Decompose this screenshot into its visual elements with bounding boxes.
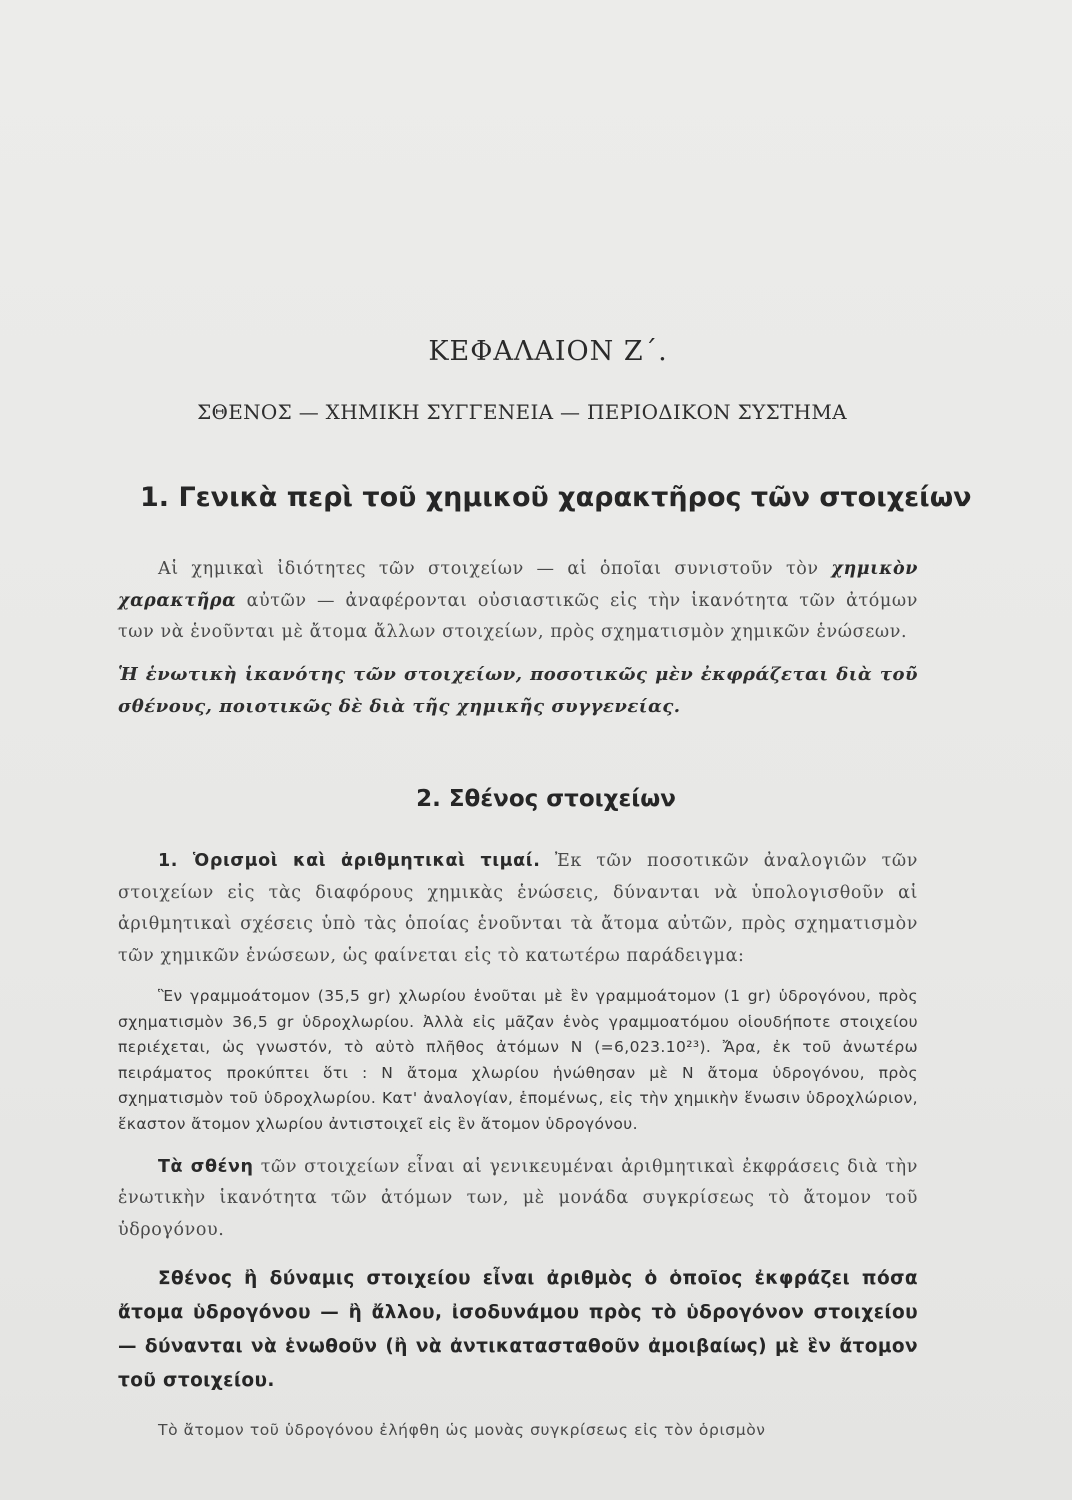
paragraph-text: Αἱ χημικαὶ ἰδιότητες τῶν στοιχείων — αἱ ὁποῖαι συνιστοῦν τὸν (158, 559, 819, 579)
section-2-heading: 2. Σθένος στοιχείων (416, 786, 676, 812)
chapter-subtitle: ΣΘΕΝΟΣ — ΧΗΜΙΚΗ ΣΥΓΓΕΝΕΙΑ — ΠΕΡΙΟΔΙΚΟΝ ΣΥΣΤΗΜΑ (197, 400, 847, 424)
chapter-title: ΚΕΦΑΛΑΙΟΝ Ζ΄. (428, 336, 668, 367)
valence-definition: Σθένος ἢ δύναμις στοιχείου εἶναι ἀριθμὸς ὁ ὁποῖος ἐκφράζει πόσα ἄτομα ὑδρογόνου — ἢ ἄλλου, ἰσοδυνάμου πρὸς τὸ ὑδρογόνον στοιχείου — δύνανται νὰ ἑνωθοῦν (ἢ νὰ ἀντικατασταθοῦν ἀμοιβαίως) μὲ ἓν ἄτομον τοῦ στοιχείου. (118, 1268, 918, 1392)
valences-lead: Τὰ σθένη (158, 1156, 254, 1177)
paragraph-text: αὐτῶν — ἀναφέρονται οὐσιαστικῶς εἰς τὴν ἱκανότητα τῶν ἀτόμων των νὰ ἑνοῦνται μὲ ἄτομα ἄλλων στοιχείων, πρὸς σχηματισμὸν χημικῶν ἑνώσεων. (118, 590, 918, 642)
paragraph-definitions (118, 846, 918, 972)
paragraph-text: τῶν στοιχείων εἶναι αἱ γενικευμέναι ἀριθμητικαὶ ἐκφράσεις διὰ τὴν ἑνωτικὴν ἱκανότητα τῶν ἀτόμων των, μὲ μονάδα συγκρίσεως τὸ ἄτομον τοῦ ὑδρογόνου. (118, 1156, 919, 1240)
section-2-body (118, 846, 918, 1458)
subsection-lead: 1. Ὁρισμοὶ καὶ ἀριθμητικαὶ τιμαί. (158, 851, 541, 871)
paragraph-valences (118, 1152, 918, 1247)
emphasis-term: χημικὸν χαρακτῆρα (118, 559, 918, 611)
paragraph-chemical-character (118, 554, 918, 649)
paragraph-text: Ἐκ τῶν ποσοτικῶν ἀναλογιῶν τῶν στοιχείων εἰς τὰς διαφόρους χημικὰς ἑνώσεις, δύνανται νὰ ὑπολογισθοῦν αἱ ἀριθμητικαὶ σχέσεις ὑπὸ τὰς ὁποίας ἑνοῦνται τὰ ἄτομα αὐτῶν, πρὸς σχηματισμὸν τῶν χημικῶν ἑνώσεων, ὡς φαίνεται εἰς τὸ κατωτέρω παράδειγμα: (118, 851, 918, 966)
section-1-heading: 1. Γενικὰ περὶ τοῦ χημικοῦ χαρακτῆρος τῶν στοιχείων (140, 482, 972, 513)
paragraph-valence-affinity: Ἡ ἑνωτικὴ ἱκανότης τῶν στοιχείων, ποσοτικῶς μὲν ἐκφράζεται διὰ τοῦ σθένους, ποιοτικῶς δὲ διὰ τῆς χημικῆς συγγενείας. (118, 663, 918, 717)
example-paragraph: Ἓν γραμμοάτομον (35,5 gr) χλωρίου ἑνοῦται μὲ ἓν γραμμοάτομον (1 gr) ὑδρογόνου, πρὸς σχηματισμὸν 36,5 gr ὑδροχλωρίου. Ἀλλὰ εἰς μᾶζαν ἑνὸς γραμμοατόμου οἱουδήποτε στοιχείου περιέχεται, ὡς γνωστόν, τὸ αὐτὸ πλῆθος ἀτόμων N (=6,023.10²³). Ἄρα, ἐκ τοῦ ἀνωτέρω πειράματος προκύπτει ὅτι : N ἄτομα χλωρίου ἡνώθησαν μὲ N ἄτομα ὑδρογόνου, πρὸς σχηματισμὸν τοῦ ὑδροχλωρίου. Κατ' ἀναλογίαν, ἑπομένως, εἰς τὴν χημικὴν ἕνωσιν ὑδροχλώριον, ἕκαστον ἄτομον χλωρίου ἀντιστοιχεῖ εἰς ἓν ἄτομον ὑδρογόνου. (118, 987, 918, 1133)
continuing-line: Τὸ ἄτομον τοῦ ὑδρογόνου ἐλήφθη ὡς μονὰς συγκρίσεως εἰς τὸν ὁρισμὸν (158, 1420, 766, 1439)
section-1-body (118, 554, 918, 741)
